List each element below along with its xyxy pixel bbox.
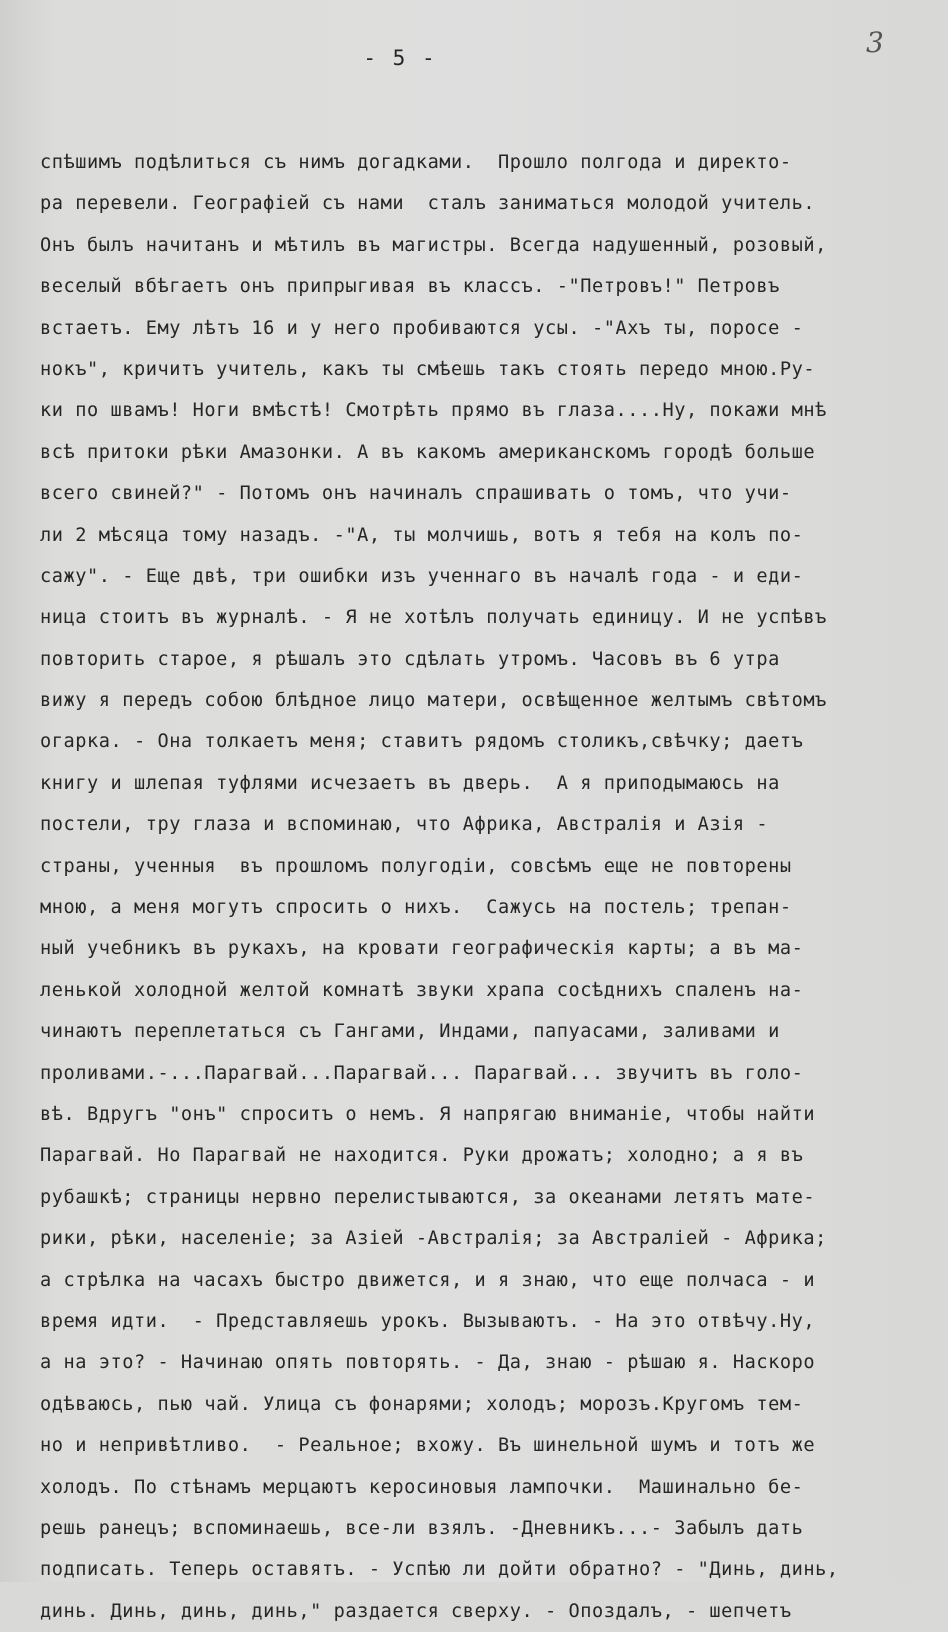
typewritten-text (40, 142, 940, 1632)
text-line: рики, рѣки, населеніе; за Азіей -Австралія; за Австраліей - Африка; (40, 1228, 827, 1250)
text-line: ленькой холодной желтой комнатѣ звуки храпа сосѣднихъ спаленъ на- (40, 979, 804, 1001)
text-line: время идти. - Представляешь урокъ. Вызываютъ. - На это отвѣчу.Ну, (40, 1310, 816, 1332)
text-line: спѣшимъ подѣлиться съ нимъ догадками. Прошло полгода и директо- (40, 152, 792, 173)
text-line: вѣ. Вдругъ "онъ" спроситъ о немъ. Я напрягаю вниманіе, чтобы найти (40, 1103, 816, 1125)
text-line: встаетъ. Ему лѣтъ 16 и у него пробиваются усы. -"Ахъ ты, поросе - (40, 317, 804, 339)
text-line: холодъ. По стѣнамъ мерцаютъ керосиновыя лампочки. Машинально бе- (40, 1476, 804, 1498)
text-line: страны, ученныя въ прошломъ полугодіи, совсѣмъ еще не повторены (40, 855, 792, 877)
text-line: ки по швамъ! Ноги вмѣстѣ! Смотрѣть прямо въ глаза....Ну, покажи мнѣ (40, 400, 827, 422)
text-line: нокъ", кричитъ учитель, какъ ты смѣешь такъ стоять передо мною.Ру- (40, 358, 816, 380)
text-line: ра перевели. Географіей съ нами сталъ заниматься молодой учитель. (40, 193, 816, 215)
text-line: а стрѣлка на часахъ быстро движется, и я знаю, что еще полчаса - и (40, 1269, 816, 1291)
text-line: всего свиней?" - Потомъ онъ начиналъ спрашивать о томъ, что учи- (40, 483, 792, 505)
text-line: одѣваюсь, пью чай. Улица съ фонарями; холодъ; морозъ.Кругомъ тем- (40, 1393, 804, 1415)
text-line: чинаютъ переплетаться съ Гангами, Индами, папуасами, заливами и (40, 1021, 780, 1043)
text-line: Онъ былъ начитанъ и мѣтилъ въ магистры. Всегда надушенный, розовый, (40, 234, 827, 256)
text-line: ли 2 мѣсяца тому назадъ. -"А, ты молчишь, вотъ я тебя на колъ по- (40, 524, 804, 546)
text-line: но и непривѣтливо. - Реальное; вхожу. Въ шинельной шумъ и тотъ же (40, 1435, 816, 1457)
text-line: ница стоитъ въ журналѣ. - Я не хотѣлъ получать единицу. И не успѣвъ (40, 607, 827, 629)
text-line: всѣ притоки рѣки Амазонки. А въ какомъ американскомъ городѣ больше (40, 441, 816, 463)
text-line: книгу и шлепая туфлями исчезаетъ въ дверь. А я приподымаюсь на (40, 772, 780, 794)
text-line: постели, тру глаза и вспоминаю, что Африка, Австралія и Азія - (40, 814, 769, 836)
text-line: сажу". - Еще двѣ, три ошибки изъ ученнаго въ началѣ года - и еди- (40, 565, 804, 587)
text-line: мною, а меня могутъ спросить о нихъ. Сажусь на постель; трепан- (40, 897, 792, 919)
text-line: а на это? - Начинаю опять повторять. - Да, знаю - рѣшаю я. Наскоро (40, 1352, 816, 1374)
page-number: - 5 - (363, 46, 437, 70)
text-line: веселый вбѣгаетъ онъ припрыгивая въ классъ. -"Петровъ!" Петровъ (40, 276, 780, 298)
handwritten-page-mark: 3 (866, 26, 884, 59)
text-line: огарка. - Она толкаетъ меня; ставитъ рядомъ столикъ,свѣчку; даетъ (40, 731, 804, 753)
text-line: ный учебникъ въ рукахъ, на кровати географическія карты; а въ ма- (40, 938, 804, 960)
text-line: Парагвай. Но Парагвай не находится. Руки дрожатъ; холодно; а я въ (40, 1145, 804, 1167)
text-line: повторить старое, я рѣшалъ это сдѣлать утромъ. Часовъ въ 6 утра (40, 648, 780, 670)
text-line: подписать. Теперь оставятъ. - Успѣю ли дойти обратно? - "Динь, динь, (40, 1559, 839, 1581)
text-line: рубашкѣ; страницы нервно перелистываются, за океанами летятъ мате- (40, 1186, 816, 1208)
text-line: вижу я передъ собою блѣдное лицо матери, освѣщенное желтымъ свѣтомъ (40, 690, 827, 712)
text-line: решь ранецъ; вспоминаешь, все-ли взялъ. -Дневникъ...- Забылъ дать (40, 1517, 804, 1539)
text-line: проливами.-...Парагвай...Парагвай... Парагвай... звучитъ въ голо- (40, 1062, 804, 1084)
text-line: динь. Динь, динь, динь," раздается сверху. - Опоздалъ, - шепчетъ (40, 1600, 792, 1622)
